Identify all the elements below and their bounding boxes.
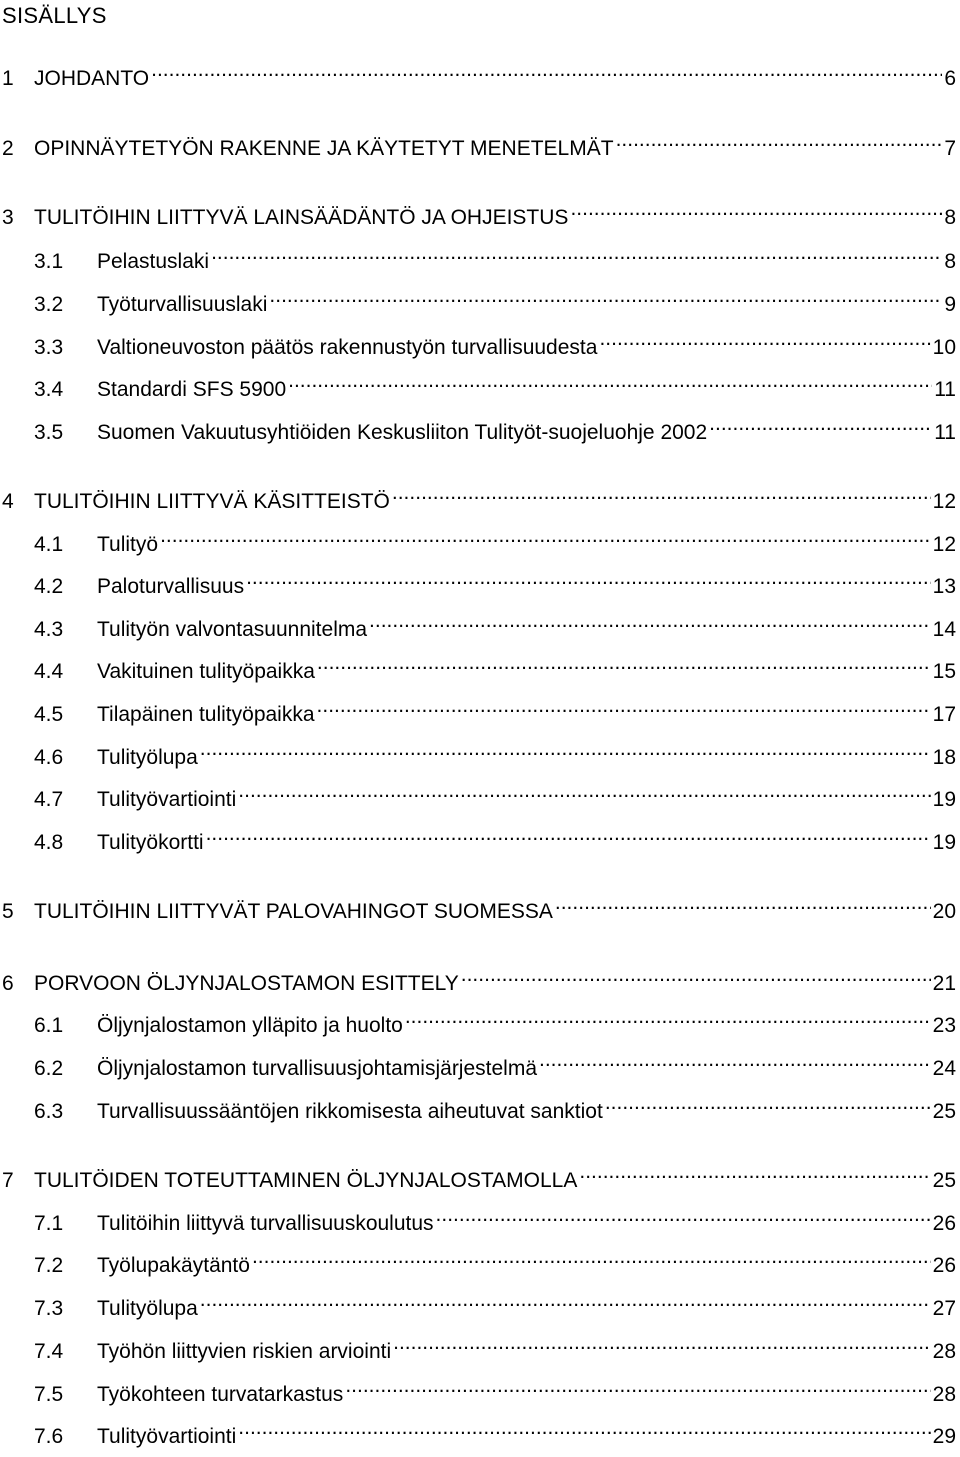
- toc-entry[interactable]: [0, 1200, 956, 1235]
- toc-entry-page: 12: [932, 533, 956, 556]
- toc-entry-label: Tulityövartiointi: [97, 1425, 237, 1448]
- toc-entry-label: OPINNÄYTETYÖN RAKENNE JA KÄYTETYT MENETELMÄT: [34, 137, 614, 160]
- toc-entry-page: 7: [944, 137, 956, 160]
- toc-entry-label: Työturvallisuuslaki: [97, 293, 268, 316]
- toc-entry-number: 7.6: [34, 1425, 64, 1448]
- toc-entry-number: 2: [2, 137, 14, 160]
- toc-entry[interactable]: [0, 1242, 956, 1277]
- toc-entry-label: Tulityö: [97, 533, 159, 556]
- dot-leader: [605, 1088, 931, 1118]
- toc-entry-page: 11: [934, 378, 956, 401]
- dot-leader: [200, 734, 931, 764]
- toc-entry[interactable]: [0, 734, 956, 769]
- toc-entry-page: 29: [932, 1425, 956, 1448]
- toc-entry-label: Tulityölupa: [97, 1297, 198, 1320]
- dot-leader: [288, 366, 932, 396]
- toc-entry-label: Työkohteen turvatarkastus: [97, 1383, 344, 1406]
- toc-entry-page: 15: [932, 660, 956, 683]
- dot-leader: [151, 55, 942, 85]
- toc-entry-number: 4.7: [34, 788, 64, 811]
- toc-entry[interactable]: [0, 366, 956, 401]
- dot-leader: [461, 960, 931, 990]
- toc-entry[interactable]: [0, 776, 956, 811]
- dot-leader: [616, 125, 942, 155]
- toc-entry[interactable]: [0, 960, 956, 995]
- dot-leader: [160, 521, 931, 551]
- toc-entry[interactable]: [0, 281, 956, 316]
- toc-entry-number: 5: [2, 900, 14, 923]
- toc-entry[interactable]: [0, 1285, 956, 1320]
- toc-entry-page: 17: [932, 703, 956, 726]
- toc-entry-number: 7.3: [34, 1297, 64, 1320]
- toc-entry-label: Työhön liittyvien riskien arviointi: [97, 1340, 392, 1363]
- toc-entry-page: 8: [944, 250, 956, 273]
- toc-entry[interactable]: [0, 606, 956, 641]
- toc-entry-number: 4.3: [34, 618, 64, 641]
- toc-entry[interactable]: [0, 888, 956, 923]
- toc-entry-page: 10: [932, 336, 956, 359]
- toc-entry-label: Tulityökortti: [97, 831, 204, 854]
- toc-entry-number: 4: [2, 490, 14, 513]
- toc-entry-label: TULITÖIHIN LIITTYVÄ LAINSÄÄDÄNTÖ JA OHJEISTUS: [34, 206, 569, 229]
- toc-entry-label: Standardi SFS 5900: [97, 378, 287, 401]
- dot-leader: [393, 1328, 931, 1358]
- toc-entry-label: Turvallisuussääntöjen rikkomisesta aiheutuvat sanktiot: [97, 1100, 603, 1123]
- toc-entry-label: Öljynjalostamon turvallisuusjohtamisjärjestelmä: [97, 1057, 538, 1080]
- dot-leader: [405, 1002, 931, 1032]
- toc-title: SISÄLLYS: [2, 3, 107, 28]
- toc-entry[interactable]: [0, 125, 956, 160]
- toc-entry[interactable]: [0, 1002, 956, 1037]
- toc-entry-page: 19: [932, 831, 956, 854]
- toc-entry-label: TULITÖIDEN TOTEUTTAMINEN ÖLJYNJALOSTAMOLLA: [34, 1169, 578, 1192]
- toc-entry[interactable]: [0, 1045, 956, 1080]
- toc-entry-number: 6: [2, 972, 14, 995]
- toc-entry-number: 3.1: [34, 250, 64, 273]
- toc-entry[interactable]: [0, 819, 956, 854]
- toc-entry-number: 4.6: [34, 746, 64, 769]
- toc-entry-page: 25: [932, 1169, 956, 1192]
- toc-entry-page: 28: [932, 1340, 956, 1363]
- toc-entry-number: 7: [2, 1169, 14, 1192]
- toc-entry-number: 3.4: [34, 378, 64, 401]
- dot-leader: [345, 1371, 930, 1401]
- toc-entry-number: 4.2: [34, 575, 64, 598]
- toc-entry-number: 4.1: [34, 533, 64, 556]
- toc-entry-label: Öljynjalostamon ylläpito ja huolto: [97, 1014, 403, 1037]
- toc-entry-page: 27: [932, 1297, 956, 1320]
- toc-entry-label: Tulitöihin liittyvä turvallisuuskoulutus: [97, 1212, 434, 1235]
- dot-leader: [539, 1045, 931, 1075]
- toc-entry-label: Pelastuslaki: [97, 250, 210, 273]
- toc-entry[interactable]: [0, 1157, 956, 1192]
- toc-entry-label: JOHDANTO: [34, 67, 150, 90]
- toc-entry-label: Suomen Vakuutusyhtiöiden Keskusliiton Tulityöt-suojeluohje 2002: [97, 421, 708, 444]
- dot-leader: [570, 194, 942, 224]
- toc-entry-label: Paloturvallisuus: [97, 575, 245, 598]
- toc-entry-page: 19: [932, 788, 956, 811]
- toc-entry-label: Työlupakäytäntö: [97, 1254, 250, 1277]
- toc-entry-page: 26: [932, 1254, 956, 1277]
- toc-entry[interactable]: [0, 409, 956, 444]
- toc-entry-number: 7.4: [34, 1340, 64, 1363]
- toc-entry-number: 3.2: [34, 293, 64, 316]
- dot-leader: [599, 324, 930, 354]
- dot-leader: [555, 888, 931, 918]
- dot-leader: [369, 606, 931, 636]
- toc-entry[interactable]: [0, 1088, 956, 1123]
- toc-entry-number: 7.5: [34, 1383, 64, 1406]
- toc-entry-label: Vakituinen tulityöpaikka: [97, 660, 315, 683]
- toc-entry-page: 28: [932, 1383, 956, 1406]
- toc-entry-page: 9: [944, 293, 956, 316]
- toc-entry-number: 3.5: [34, 421, 64, 444]
- toc-entry-label: Tulityön valvontasuunnitelma: [97, 618, 368, 641]
- dot-leader: [238, 1413, 930, 1443]
- toc-entry-page: 20: [932, 900, 956, 923]
- toc-entry-label: Tulityölupa: [97, 746, 198, 769]
- toc-entry-label: Tulityövartiointi: [97, 788, 237, 811]
- toc-entry[interactable]: [0, 563, 956, 598]
- dot-leader: [200, 1285, 931, 1315]
- dot-leader: [436, 1200, 931, 1230]
- dot-leader: [317, 648, 931, 678]
- toc-entry[interactable]: [0, 1371, 956, 1406]
- toc-entry-number: 4.5: [34, 703, 64, 726]
- toc-entry-label: TULITÖIHIN LIITTYVÄ KÄSITTEISTÖ: [34, 490, 390, 513]
- toc-entry[interactable]: [0, 648, 956, 683]
- toc-entry-page: 18: [932, 746, 956, 769]
- toc-entry[interactable]: [0, 238, 956, 273]
- dot-leader: [211, 238, 942, 268]
- toc-entry[interactable]: [0, 55, 956, 90]
- dot-leader: [238, 776, 930, 806]
- toc-entry-page: 8: [944, 206, 956, 229]
- toc-entry-page: 12: [932, 490, 956, 513]
- toc-entry[interactable]: [0, 1328, 956, 1363]
- toc-entry-number: 1: [2, 67, 14, 90]
- toc-entry-label: PORVOON ÖLJYNJALOSTAMON ESITTELY: [34, 972, 459, 995]
- toc-entry-number: 6.3: [34, 1100, 64, 1123]
- toc-entry-page: 26: [932, 1212, 956, 1235]
- toc-entry-number: 4.4: [34, 660, 64, 683]
- toc-entry-page: 13: [932, 575, 956, 598]
- dot-leader: [246, 563, 931, 593]
- toc-entry[interactable]: [0, 521, 956, 556]
- dot-leader: [317, 691, 931, 721]
- toc-entry-page: 25: [932, 1100, 956, 1123]
- toc-entry-number: 6.1: [34, 1014, 64, 1037]
- toc-entry-page: 14: [932, 618, 956, 641]
- toc-entry-page: 23: [932, 1014, 956, 1037]
- dot-leader: [252, 1242, 931, 1272]
- toc-entry-page: 6: [944, 67, 956, 90]
- toc-entry-page: 11: [934, 421, 956, 444]
- toc-entry[interactable]: [0, 1413, 956, 1448]
- toc-entry[interactable]: [0, 194, 956, 229]
- toc-entry-label: Valtioneuvoston päätös rakennustyön turvallisuudesta: [97, 336, 598, 359]
- dot-leader: [579, 1157, 930, 1187]
- toc-entry[interactable]: [0, 478, 956, 513]
- dot-leader: [392, 478, 931, 508]
- toc-entry-number: 3: [2, 206, 14, 229]
- toc-entry[interactable]: [0, 691, 956, 726]
- dot-leader: [269, 281, 942, 311]
- toc-entry-label: TULITÖIHIN LIITTYVÄT PALOVAHINGOT SUOMESSA: [34, 900, 553, 923]
- toc-entry-page: 24: [932, 1057, 956, 1080]
- toc-entry-number: 7.2: [34, 1254, 64, 1277]
- dot-leader: [206, 819, 931, 849]
- toc-entry-number: 6.2: [34, 1057, 64, 1080]
- dot-leader: [709, 409, 932, 439]
- toc-entry[interactable]: [0, 324, 956, 359]
- toc-entry-number: 7.1: [34, 1212, 64, 1235]
- toc-entry-page: 21: [932, 972, 956, 995]
- toc-entry-number: 3.3: [34, 336, 64, 359]
- toc-entry-number: 4.8: [34, 831, 64, 854]
- toc-entry-label: Tilapäinen tulityöpaikka: [97, 703, 315, 726]
